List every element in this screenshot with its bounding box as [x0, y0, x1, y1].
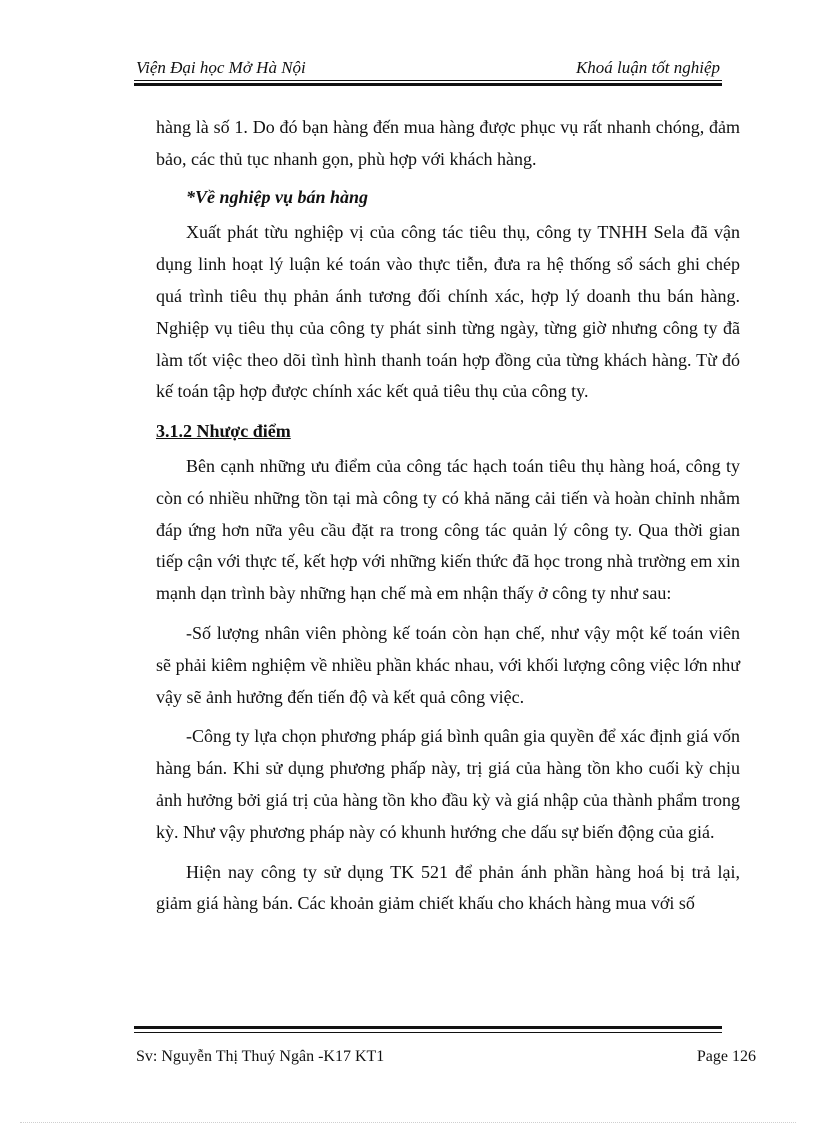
- paragraph-continuation: hàng là số 1. Do đó bạn hàng đến mua hàng được phục vụ rất nhanh chóng, đảm bảo, các thủ tục nhanh gọn, phù hợp với khách hàng.: [156, 117, 740, 169]
- page-body: [156, 112, 740, 920]
- footer-student-name: Sv: Nguyễn Thị Thuý Ngân -K17 KT1: [136, 1048, 385, 1065]
- section-heading-weaknesses-text: 3.1.2 Nhược điểm: [156, 421, 291, 442]
- header-document-type: Khoá luận tốt nghiệp: [575, 58, 720, 77]
- paragraph-weighted-average-method: -Công ty lựa chọn phương pháp giá bình quân gia quyền để xác định giá vốn hàng bán. Khi sử dụng phương phấp này, trị giá của hàng tồn kho cuối kỳ chịu ảnh hưởng bởi giá trị của hàng tồn kho đầu kỳ và giá nhập của thành phẩm trong kỳ. Như vậy phương pháp này có khunh hướng che dấu sự biến động của giá.: [156, 726, 740, 842]
- paragraph-tk521: Hiện nay công ty sử dụng TK 521 để phản ánh phần hàng hoá bị trả lại, giảm giá hàng bán. Các khoản giảm chiết khấu cho khách hàng mua với số: [156, 861, 740, 914]
- page-header: [136, 58, 720, 80]
- header-divider-thin: [134, 80, 722, 81]
- header-divider-thick: [134, 83, 722, 86]
- paragraph-staff-limitation: -Số lượng nhân viên phòng kế toán còn hạn chế, như vậy một kế toán viên sẽ phải kiêm nghiệm về nhiều phần khác nhau, với khối lượng công việc lớn như vậy sẽ ảnh hưởng đến tiến độ và kết quả công việc.: [156, 622, 740, 707]
- section-heading-weaknesses: [156, 416, 740, 448]
- paragraph-sales-operations: Xuất phát từu nghiệp vị của công tác tiêu thụ, công ty TNHH Sela đã vận dụng linh hoạt lý luận ké toán vào thực tiễn, đưa ra hệ thống sổ sách ghi chép quá trình tiêu thụ phản ánh tương đối chính xác, hợp lý doanh thu bán hàng. Nghiệp vụ tiêu thụ của công ty phát sinh từng ngày, từng giờ nhưng công ty đã làm tốt việc theo dõi tình hình thanh toán hợp đồng của từng khách hàng. Từ đó kế toán tập hợp được chính xác kết quả tiêu thụ của công ty.: [156, 222, 740, 402]
- header-institution: Viện Đại học Mở Hà Nội: [136, 58, 306, 77]
- footer-page-number: Page 126: [696, 1048, 756, 1065]
- footer-divider-thick: [134, 1026, 722, 1029]
- footer-divider-thin: [134, 1032, 722, 1033]
- section-heading-sales-operations: *Về nghiệp vụ bán hàng: [186, 186, 369, 207]
- paragraph-weaknesses-intro: Bên cạnh những ưu điểm của công tác hạch toán tiêu thụ hàng hoá, công ty còn có nhiều những tồn tại mà công ty có khả năng cải tiến và hoàn chỉnh nhằm đáp ứng hơn nữa yêu cầu đặt ra trong công tác quản lý công ty. Qua thời gian tiếp cận với thực tế, kết hợp với những kiến thức đã học trong nhà trường em xin mạnh dạn trình bày những hạn chế mà em nhận thấy ở công ty như sau:: [156, 455, 740, 604]
